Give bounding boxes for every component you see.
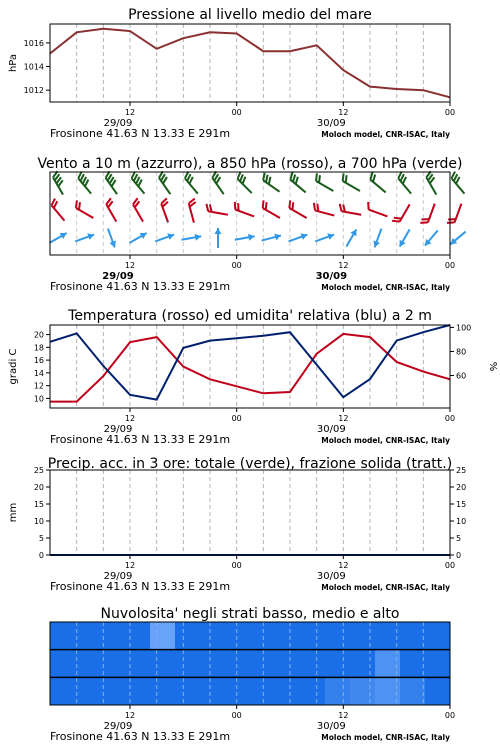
x-tick-label: 00 <box>231 261 242 270</box>
model-credit: Moloch model, CNR-ISAC, Italy <box>321 130 450 139</box>
wind-barb <box>450 172 470 194</box>
wind-barb <box>261 232 282 244</box>
wind-barb <box>154 231 175 244</box>
cloud-cell <box>50 650 76 678</box>
location-label: Frosinone 41.63 N 13.33 E 291m <box>50 580 231 593</box>
cloud-cell <box>400 622 426 650</box>
wind-barb <box>188 199 201 223</box>
wind-barb <box>205 204 229 215</box>
cloud-cell <box>175 650 201 678</box>
cloud-cell <box>225 650 251 678</box>
wind-barb <box>48 230 69 246</box>
x-tick-label: 00 <box>231 414 242 423</box>
x-tick-label: 12 <box>338 108 349 117</box>
x-tick-label: 12 <box>124 711 136 720</box>
cloud-cell <box>125 650 151 678</box>
date-label: 30/09 <box>316 118 346 129</box>
wind-barb <box>181 233 202 243</box>
wind-barb <box>50 199 70 221</box>
wind-barb <box>371 227 384 248</box>
cloud-cell <box>300 650 326 678</box>
cloud-cell <box>50 622 76 650</box>
location-label: Frosinone 41.63 N 13.33 E 291m <box>50 280 231 293</box>
cloud-cell <box>175 622 201 650</box>
cloud-cell <box>200 622 226 650</box>
wind-barb <box>235 172 256 193</box>
x-tick-label: 00 <box>231 561 242 570</box>
y-right-tick-label: 60 <box>456 371 467 381</box>
wind-barb <box>448 229 468 247</box>
wind-barb <box>339 204 363 215</box>
wind-barb <box>368 172 390 192</box>
barb-arrowhead <box>60 230 69 239</box>
barb-arrowhead <box>215 228 222 234</box>
barb-feather <box>339 204 343 211</box>
date-label: 29/09 <box>103 721 133 732</box>
x-tick-label: 00 <box>231 711 242 720</box>
y-axis-label: mm <box>8 502 19 523</box>
date-label: 30/09 <box>316 721 346 732</box>
date-label: 29/09 <box>103 118 133 129</box>
cloud-cell <box>400 650 426 678</box>
cloud-cell <box>350 677 376 705</box>
wind-barb <box>232 202 256 216</box>
date-label: 29/09 <box>102 271 134 282</box>
x-tick-label: 00 <box>444 414 456 423</box>
date-label: 30/09 <box>316 424 346 435</box>
wind-barb <box>288 172 310 192</box>
wind-barb <box>425 171 443 194</box>
barb-arrowhead <box>140 230 149 239</box>
cloud-cell <box>275 677 301 705</box>
y-tick-label: 20 <box>33 330 44 340</box>
wind-barb <box>314 231 335 244</box>
cloud-cell <box>350 650 376 678</box>
barb-shaft <box>369 210 388 217</box>
y-right-tick-label: 80 <box>456 347 467 357</box>
y-tick-label: 1016 <box>23 38 44 48</box>
wind-barb <box>52 171 70 194</box>
y-tick-label: 10 <box>33 517 44 526</box>
model-credit: Moloch model, CNR-ISAC, Italy <box>321 733 450 742</box>
cloud-cell <box>400 677 426 705</box>
wind-barb <box>397 228 413 249</box>
x-tick-label: 12 <box>124 561 136 570</box>
date-label: 29/09 <box>103 424 133 435</box>
cloud-cell <box>75 650 101 678</box>
cloud-cell <box>275 622 301 650</box>
wind-barb <box>105 198 123 221</box>
y-tick-label: 20 <box>33 483 44 492</box>
wind-barb <box>234 233 255 243</box>
barb-feather <box>447 220 455 225</box>
cloud-cell <box>225 677 251 705</box>
y-axis-label: gradi C <box>8 348 19 385</box>
y-tick-label: 15 <box>33 500 44 509</box>
cloud-cell <box>125 677 151 705</box>
y-tick-label: 10 <box>33 394 44 404</box>
wind-barb <box>366 202 390 216</box>
wind-barb <box>287 231 308 244</box>
wind-barb <box>396 172 416 194</box>
x-tick-label: 12 <box>124 261 136 270</box>
x-tick-label: 12 <box>124 108 136 117</box>
y-tick-label: 25 <box>33 466 44 475</box>
y-right-tick-label: 100 <box>456 323 472 333</box>
wind-barb <box>343 228 359 249</box>
barb-arrowhead <box>397 240 406 249</box>
x-tick-label: 00 <box>444 261 456 270</box>
x-tick-label: 12 <box>124 414 136 423</box>
wind-barb <box>183 172 203 194</box>
wind-barb <box>160 198 174 222</box>
cloud-cell <box>125 622 151 650</box>
y-right-tick-label: 5 <box>456 534 462 543</box>
y-right-tick-label: 0 <box>456 551 462 560</box>
x-tick-label: 12 <box>338 561 349 570</box>
cloud-cell <box>50 677 76 705</box>
panel-frame-0 <box>50 24 450 102</box>
wind-barb <box>422 228 440 248</box>
y-tick-label: 16 <box>33 356 44 366</box>
cloud-cell <box>75 622 101 650</box>
cloud-cell <box>300 622 326 650</box>
wind-barb <box>132 198 150 221</box>
cloud-cell <box>250 622 276 650</box>
cloud-cell <box>425 622 451 650</box>
wind-barb <box>128 230 149 246</box>
model-credit: Moloch model, CNR-ISAC, Italy <box>321 583 450 592</box>
chart-title: Vento a 10 m (azzurro), a 850 hPa (rosso), a 700 hPa (verde) <box>37 156 463 172</box>
cloud-cell <box>250 650 276 678</box>
cloud-cell <box>75 677 101 705</box>
cloud-cell <box>325 622 351 650</box>
cloud-cell <box>350 622 376 650</box>
barb-feather <box>205 204 209 211</box>
y-right-tick-label: 25 <box>456 466 467 475</box>
temperature-line <box>50 334 450 402</box>
y-right-tick-label: 10 <box>456 517 467 526</box>
wind-barb <box>447 201 461 225</box>
cloud-cell <box>250 677 276 705</box>
y-tick-label: 5 <box>38 534 44 543</box>
wind-barb <box>211 171 230 194</box>
y-tick-label: 1012 <box>23 86 44 96</box>
cloud-cell <box>150 650 176 678</box>
location-label: Frosinone 41.63 N 13.33 E 291m <box>50 127 231 140</box>
cloud-cell <box>150 622 176 650</box>
pressure-line <box>50 29 450 98</box>
model-credit: Moloch model, CNR-ISAC, Italy <box>321 283 450 292</box>
cloud-cell <box>275 650 301 678</box>
wind-barb <box>392 201 410 224</box>
chart-title: Nuvolosita' negli strati basso, medio e alto <box>100 606 400 622</box>
location-label: Frosinone 41.63 N 13.33 E 291m <box>50 433 231 446</box>
wind-barb <box>261 173 284 192</box>
cloud-cell <box>150 677 176 705</box>
cloud-cell <box>425 677 451 705</box>
x-tick-label: 00 <box>444 711 456 720</box>
wind-barb <box>74 231 95 244</box>
date-label: 30/09 <box>316 571 346 582</box>
wind-barb <box>215 228 222 248</box>
wind-barb <box>130 172 150 194</box>
y-tick-label: 1014 <box>23 62 44 72</box>
chart-title: Precip. acc. in 3 ore: totale (verde), frazione solida (tratt.) <box>47 456 453 472</box>
y-axis-right-label: % <box>487 361 498 372</box>
cloud-cell <box>425 650 451 678</box>
wind-barb <box>105 227 118 248</box>
chart-title: Pressione al livello medio del mare <box>128 7 372 23</box>
chart-title: Temperatura (rosso) ed umidita' relativa (blu) a 2 m <box>68 308 432 324</box>
date-label: 30/09 <box>315 271 348 282</box>
y-right-tick-label: 15 <box>456 500 467 509</box>
y-tick-label: 14 <box>33 368 44 378</box>
y-right-tick-label: 20 <box>456 483 467 492</box>
y-axis-label: hPa <box>8 53 19 73</box>
wind-barb <box>76 172 96 194</box>
barb-feather <box>312 203 317 211</box>
wind-barb <box>312 203 336 216</box>
cloud-cell <box>325 650 351 678</box>
cloud-cell <box>325 677 351 705</box>
wind-barb <box>104 171 123 194</box>
cloud-cell <box>300 677 326 705</box>
x-tick-label: 00 <box>444 108 456 117</box>
panel-frame-3 <box>50 470 450 555</box>
x-tick-label: 12 <box>338 261 349 270</box>
cloud-cell <box>200 677 226 705</box>
cloud-cell <box>175 677 201 705</box>
cloud-cell <box>225 622 251 650</box>
x-tick-label: 00 <box>231 108 242 117</box>
barb-feather <box>420 220 428 225</box>
wind-barb <box>420 201 434 225</box>
x-tick-label: 12 <box>338 414 349 423</box>
y-tick-label: 0 <box>38 551 44 560</box>
date-label: 29/09 <box>103 571 133 582</box>
y-tick-label: 12 <box>33 381 44 391</box>
x-tick-label: 00 <box>444 561 456 570</box>
model-credit: Moloch model, CNR-ISAC, Italy <box>321 436 450 445</box>
location-label: Frosinone 41.63 N 13.33 E 291m <box>50 730 231 743</box>
barb-arrowhead <box>350 228 359 237</box>
cloud-cell <box>200 650 226 678</box>
humidity-line <box>50 325 450 400</box>
wind-barb <box>157 171 176 194</box>
x-tick-label: 12 <box>338 711 349 720</box>
y-tick-label: 18 <box>33 343 44 353</box>
